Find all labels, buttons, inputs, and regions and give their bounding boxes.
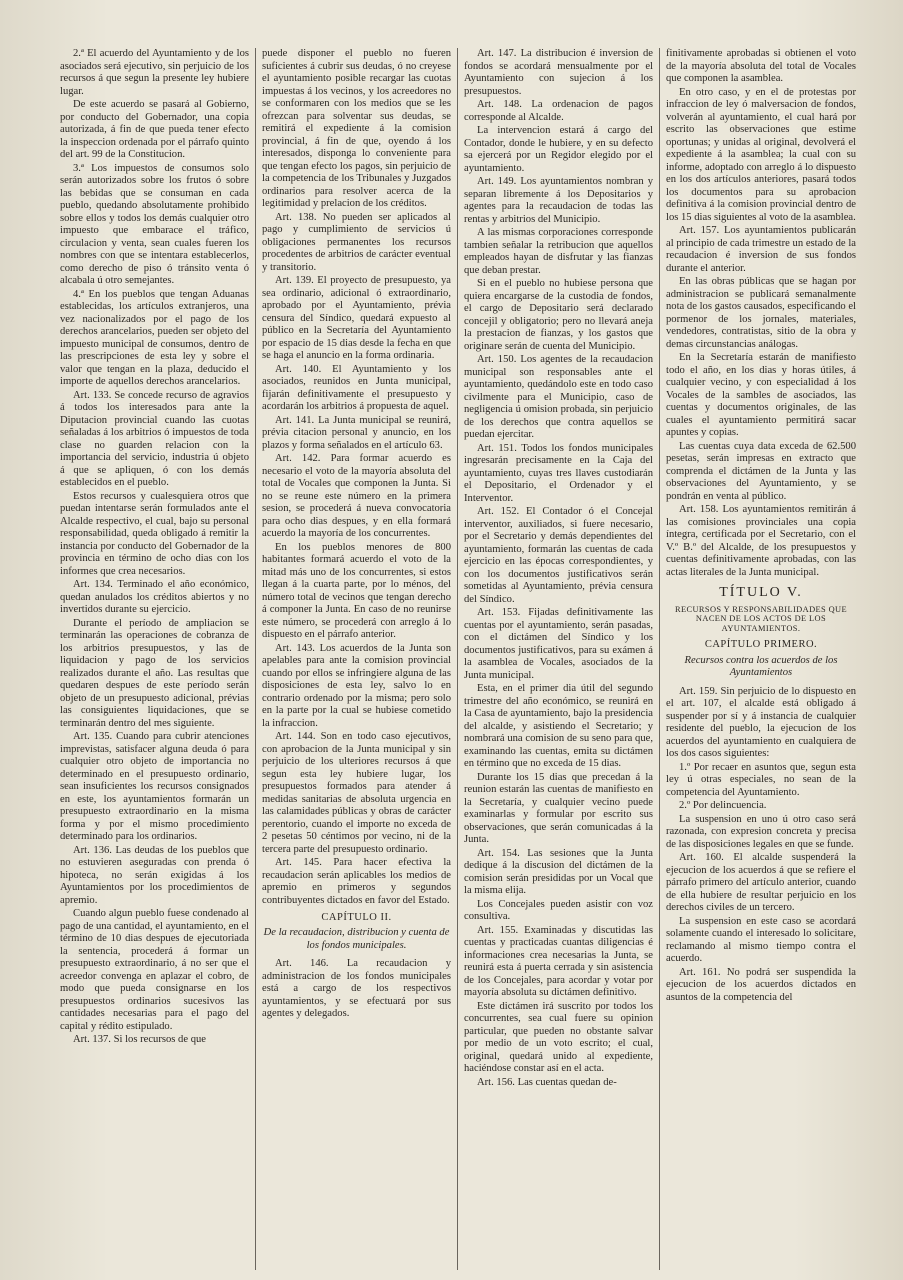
paragraph: Art. 154. Las sesiones que la Junta dedique á la discusion del dictámen de la comision serán presididas por un Vocal que la misma elija. <box>464 847 653 896</box>
paragraph: Los Concejales pueden asistir con voz consultiva. <box>464 898 653 922</box>
column-2 <box>256 48 458 1270</box>
paragraph: En los pueblos menores de 800 habitantes formará acuerdo el voto de la mitad más uno de los concurrentes, si estos llegan á la cuarta parte, por lo ménos, del número total de vecinos que tengan derecho á componer la Junta. En caso de no reunirse este número, se procederá con arreglo á lo dispuesto en el párrafo anterior. <box>262 541 451 640</box>
paragraph: Estos recursos y cualesquiera otros que puedan intentarse serán formulados ante el Alcalde respectivo, el cual, bajo su personal responsabilidad, queda obligado á remitir la instancia por conducto del Gobernador de la provincia en término de ocho dias con los informes que crea necesarios. <box>60 490 249 577</box>
paragraph: Art. 151. Todos los fondos municipales ingresarán precisamente en la Caja del ayuntamiento, cuyas tres llaves custodiarán el Depositario, el Ordenador y el Interventor. <box>464 442 653 504</box>
paragraph: Art. 133. Se concede recurso de agravios á todos los interesados para ante la Diputacion provincial cuando las cuotas señaladas á los arbitrios ó impuestos de toda clase no guarden relacion con la importancia del servicio, industria ú objeto á que se apliquen, ó con los demás establecidos en el pueblo. <box>60 389 249 488</box>
title-heading: TÍTULO V. <box>719 585 803 600</box>
paragraph-continued: finitivamente aprobadas si obtienen el voto de la mayoría absoluta del total de Vocales que componen la asamblea. <box>666 48 856 84</box>
paragraph: Art. 152. El Contador ó el Concejal interventor, auxiliados, si fuere necesario, por el Secretario y demás dependientes del ayuntamiento, formarán las cuentas de cada ejercicio en las épocas correspondientes, y con los documentos justificativos serán sometidas al Ayuntamiento, prévia censura del Síndico. <box>464 506 653 605</box>
paragraph: 4.ª En los pueblos que tengan Aduanas establecidas, los artículos extranjeros, una vez nacionalizados por el pago de los derechos arancelarios, pueden ser objeto del impuesto municipal de consumos, dentro de las prescripciones de esta ley y sobre el valor que tengan en la plaza, deducido el importe de aquellos derechos arancelarios. <box>60 288 249 387</box>
paragraph: Art. 134. Terminado el año económico, quedan anulados los créditos abiertos y no invertidos durante su ejercicio. <box>60 579 249 615</box>
paragraph: Art. 139. El proyecto de presupuesto, ya sea ordinario, adicional ó extraordinario, aprobado por el Ayuntamiento, prévia censura del Síndico, quedará expuesto al público en la Secretaría del Ayuntamiento por espacio de 15 dias desde la fecha en que se haga el anuncio en la forma ordinaria. <box>262 275 451 361</box>
paragraph: En otro caso, y en el de protestas por infraccion de ley ó malversacion de fondos, volverán al ayuntamiento, el cual hará por escrito las observaciones que estime oportunas; y unidas al original, devolverá el expediente á la asamblea; la cual con su informe, adoptado con arreglo á lo dispuesto en los dos artículos anteriores, pasará todos los documentos para su aprobacion definitiva á la comision provincial dentro de los 15 dias siguientes al voto de la asamblea. <box>666 86 856 223</box>
paragraph: Art. 160. El alcalde suspenderá la ejecucion de los acuerdos á que se refiere el párrafo primero del artículo anterior, cuando de ella hubiere de resultar perjuicio en los derechos civiles de un tercero. <box>666 852 856 914</box>
paragraph: Art. 138. No pueden ser aplicados al pago y cumplimiento de servicios ú obligaciones permanentes los recursos procedentes de arbitrios de carácter eventual y transitorio. <box>262 211 451 273</box>
paragraph: Art. 158. Los ayuntamientos remitirán á las comisiones provinciales una copia íntegra, certificada por el Secretario, con el V.º B.º del Alcalde, de los presupuestos y cuentas definitivamente aprobadas, con las actas literales de la Junta municipal. <box>666 504 856 578</box>
paragraph: Art. 149. Los ayuntamientos nombran y separan libremente á los Depositarios y agentes para la recaudacion de todas las rentas y arbitrios del Municipio. <box>464 176 653 225</box>
paragraph: Art. 136. Las deudas de los pueblos que no estuvieren aseguradas con prenda ó hipoteca, no serán exigidas á los Ayuntamientos por los procedimientos de apremio. <box>60 844 249 906</box>
paragraph: La suspension en este caso se acordará solamente cuando el interesado lo solicitare, reclamando al mismo tiempo contra el acuerdo. <box>666 915 856 965</box>
title-subheading: RECURSOS Y RESPONSABILIDADES QUE NACEN DE LOS ACTOS DE LOS AYUNTAMIENTOS. <box>674 604 848 634</box>
paragraph: Art. 137. Si los recursos de que <box>73 1034 206 1045</box>
paragraph: Art. 153. Fijadas definitivamente las cuentas por el ayuntamiento, serán pasadas, con el dictámen del Síndico y los documentos justificativos, para su exámen á la asamblea de Vocales, asociados de la Junta municipal. <box>464 607 653 681</box>
paragraph: Art. 144. Son en todo caso ejecutivos, con aprobacion de la Junta municipal y sin perjuicio de los ulteriores recursos á que segun esta ley hubiere lugar, los presupuestos formados para atender á medidas sanitarias de absoluta urgencia en las calamidades públicas y obras de carácter perentorio, cuando el importe no exceda de 2 pesetas 50 céntimos por vecino, ni de la tercera parte del presupuesto ordinario. <box>262 731 451 855</box>
paragraph: Art. 156. Las cuentas quedan de- <box>477 1076 617 1088</box>
paragraph: Art. 161. No podrá ser suspendida la ejecucion de los acuerdos dictados en asuntos de la competencia del <box>666 966 856 1003</box>
paragraph: A las mismas corporaciones corresponde tambien señalar la retribucion que aquellos empleados hayan de disfrutar y las fianzas que deban prestar. <box>464 227 653 276</box>
paragraph: 1.º Por recaer en asuntos que, segun esta ley ú otras especiales, no sean de la competencia del Ayuntamiento. <box>666 761 856 798</box>
paragraph: 3.ª Los impuestos de consumos solo serán autorizados sobre los frutos ó sobre las bebidas que se consuman en cada pueblo, quedando absolutamente prohibido sobre ellos y todos los demás cualquier otro impuesto que embarace el tráfico, circulacion y venta, sean cuales fueren los nombres con que se intentara establecerlos, como derecho de piso ó tránsito venta ó alcabala ú otro semejantes. <box>60 162 249 286</box>
paragraph: Esta, en el primer dia útil del segundo trimestre del año económico, se reunirá en la Casa de ayuntamiento, bajo la presidencia del alcalde, y asistiendo el Secretario; y nombrará una comision de su seno para que, examinando las cuentas, emita su dictámen en término que no exceda de 15 dias. <box>464 683 653 769</box>
chapter-heading: CAPÍTULO II. <box>321 912 392 923</box>
paragraph: Art. 140. El Ayuntamiento y los asociados, reunidos en Junta municipal, fijarán definitivamente el presupuesto y acordarán los arbitrios á propuesta de aquel. <box>262 363 451 412</box>
paragraph: 2.º Por delincuencia. <box>679 800 767 812</box>
paragraph: Cuando algun pueblo fuese condenado al pago de una cantidad, el ayuntamiento, en el término de 10 dias despues de ejecutoriada la sentencia, procederá á formar un presupuesto extraordinario, á no ser que el acreedor convenga en aplazar el cobro, de modo que pueda consignarse en los presupuestos ordinarios sucesivos las cantidades necesarias para el pago del capital y rédito estipulado. <box>60 908 249 1032</box>
paragraph: Art. 143. Los acuerdos de la Junta son apelables para ante la comision provincial cuando por ellos se infringiere alguna de las disposiciones de esta ley, salvo lo en contrario ordenado por la misma; pero solo en la parte por la cual se hubiese cometido la infraccion. <box>262 642 451 729</box>
paragraph: En las obras públicas que se hagan por administracion se publicará semanalmente nota de los gastos causados, especificando el pormenor de los jornales, materiales, vendedores, contratistas, sitio de la obra y demas circunstancias análogas. <box>666 276 856 350</box>
paragraph: La intervencion estará á cargo del Contador, donde le hubiere, y en su defecto sa ejercerá por un Regidor elegido por el ayuntamiento. <box>464 125 653 174</box>
paragraph: La suspension en uno ú otro caso será razonada, con expresion concreta y precisa de las disposiciones legales en que se funde. <box>666 813 856 850</box>
paragraph: 2.ª El acuerdo del Ayuntamiento y de los asociados será ejecutivo, sin perjuicio de los recursos á que segun la presente ley hubiere lugar. <box>60 48 249 97</box>
paragraph: Este dictámen irá suscrito por todos los concurrentes, sea cual fuere su opinion particular, que pueden no obstante salvar por medio de un voto escrito; el cual, original, quedará unido al expediente, haciéndose constar así en el acta. <box>464 1000 653 1074</box>
paragraph: Art. 155. Examinadas y discutidas las cuentas y practicadas cuantas diligencias é informaciones crea necesarias la Junta, se reunirá esta á puerta cerrada y sin asistencia de los Concejales, para acordar y votar por mayoría absoluta su dictámen definitivo. <box>464 924 653 998</box>
paragraph: En la Secretaría estarán de manifiesto todo el año, en los dias y horas útiles, á cualquier vecino, y con especialidad á los Vocales de la sambles de asociados, las cuentas y documentos originales, de las cuales el ayuntamiento permitirá sacar apuntes y copias. <box>666 352 856 438</box>
paragraph: De este acuerdo se pasará al Gobierno, por conducto del Gobernador, una copia autorizada, á fin de que pueda tener efecto la inspeccion ordenada por el párrafo quinto del art. 99 de la Constitucion. <box>60 99 249 160</box>
chapter-subtitle: Recursos contra los acuerdos de los Ayuntamientos <box>684 654 838 679</box>
paragraph: Durante el período de ampliacion se terminarán las operaciones de cobranza de los arbitrios presupuestos, y las de liquidacion y pago de los servicios realizados durante el año. Las resultas que quedaren despues de este período serán objeto de un presupuesto adicional, prévias las consiguientes liquidaciones, que se terminarán dentro del mes siguiente. <box>60 617 249 729</box>
column-4 <box>660 48 862 1270</box>
paragraph: Art. 159. Sin perjuicio de lo dispuesto en el art. 107, el alcalde está obligado á suspender por sí y á instancia de cualquier residente del pueblo, la ejecucion de los acuerdos del ayuntamiento en cualquiera de los dos casos siguientes: <box>666 685 856 760</box>
paragraph: Art. 141. La Junta municipal se reunirá, prévia citacion personal y anuncio, en los plazos y forma señalados en el artículo 63. <box>262 414 451 451</box>
paragraph: Art. 135. Cuando para cubrir atenciones imprevistas, satisfacer alguna deuda ó para cualquier otro objeto de importancia no determinado en el presupuesto ordinario, sean insuficientes los recursos consignados en este, los ayuntamientos formarán un presupuesto extraordinario en la misma forma y por el mismo procedimiento determinado para los ordinarios. <box>60 731 249 842</box>
paragraph: Art. 145. Para hacer efectiva la recaudacion serán aplicables los medios de apremio en primeros y segundos contribuyentes dictados en favor del Estado. <box>262 857 451 906</box>
chapter-subtitle: De la recaudacion, distribucion y cuenta de los fondos municipales. <box>263 927 450 951</box>
paragraph: Las cuentas cuya data exceda de 62.500 pesetas, serán impresas en extracto que comprenda el dictámen de la Junta y las observaciones del Ayuntamiento, y se pondrán en venta al público. <box>666 440 856 502</box>
text-columns <box>54 48 893 1270</box>
paragraph: Art. 150. Los agentes de la recaudacion municipal son responsables ante el ayuntamiento, quedándolo este en todo caso civilmente para el Municipio, caso de negligencia ú omision probada, sin perjuicio de los derechos que contra aquellos se puedan ejercitar. <box>464 354 653 440</box>
paragraph: Art. 157. Los ayuntamientos publicarán al principio de cada trimestre un estado de la recaudacion é inversion de sus fondos durante el anterior. <box>666 225 856 274</box>
column-3 <box>458 48 660 1270</box>
column-1 <box>54 48 256 1270</box>
paragraph: Art. 148. La ordenacion de pagos corresponde al Alcalde. <box>464 99 653 123</box>
paragraph: Art. 142. Para formar acuerdo es necesario el voto de la mayoría absoluta del total de Vocales que componen la Junta. Si no se reune este número en la primera sesion, se procederá á nueva convocatoria para ocho dias despues, y en ella formará acuerdo la mayoría de los concurrentes. <box>262 453 451 539</box>
paragraph: Art. 147. La distribucion é inversion de fondos se acordará mensualmente por el Ayuntamiento con sujecion á los presupuestos. <box>464 48 653 97</box>
paragraph: Si en el pueblo no hubiese persona que quiera encargarse de la custodia de fondos, el cargo de Depositario será declarado concejil y obligatorio; pero no llevará aneja la prestacion de fianzas, y los gastos que originare serán de cuenta del Municipio. <box>464 278 653 352</box>
paragraph: Art. 146. La recaudacion y administracion de los fondos municipales está a cargo de los respectivos ayuntamientos, y se efectuará por sus agentes y delegados. <box>262 958 451 1020</box>
chapter-heading: CAPÍTULO PRIMERO. <box>704 639 818 651</box>
paragraph-continued: puede disponer el pueblo no fueren suficientes á cubrir sus deudas, ó no creyese el ayuntamiento posible recargar las cuotas impuestas á los vecinos, y los acreedores no se conformaren con los medios que se les ofrezcan para solventar sus deudas, se remitirá el expediente á la comision provincial, á fin de que, oyendo á los interesados, disponga lo conveniente para que tengan efecto los pagos, sin perjuicio de la competencia de los Tribunales y Juzgados ordinarios para resolver acerca de la legitimidad y prelacion de los créditos. <box>262 48 451 209</box>
paragraph: Durante los 15 dias que precedan á la reunion estarán las cuentas de manifiesto en la Secretaría, y cualquier vecino puede examinarlas y formular por escrito sus observaciones, que serán comunicadas á la Junta. <box>464 771 653 845</box>
